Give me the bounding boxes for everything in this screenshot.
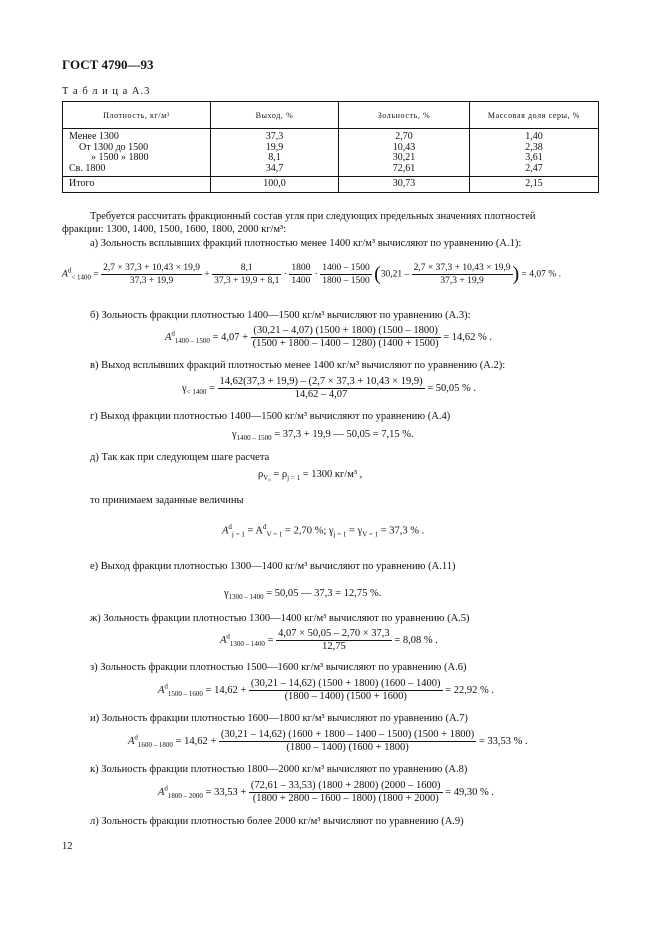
yield-value: 19,9 [265,141,284,153]
formula-g: $\gamma_{1400 - 1500} = 37,3 + 19,9$ — 50,05 = 7,15 %. [232,429,414,443]
table-total-row [63,177,599,193]
formula-d2: $A^d_{j = 1} = A^d_{V = 1} = 2,70$ %; $\gamma_{j = 1} = \gamma_{V = 1} = 37,3$ % . [222,523,425,539]
yield-cell [211,129,339,177]
col-header-yield: Выход, % [211,102,339,129]
ash-value: 10,43 [392,141,416,153]
step-b-text: б) Зольность фракции плотностью 1400—1500 кг/м³ вычисляют по уравнению (А.3): [90,310,471,321]
intro-line-2: фракции: 1300, 1400, 1500, 1600, 1800, 2000 кг/м³: [62,224,287,235]
intro-line-1: Требуется рассчитать фракционный состав угля при следующих предельных значениях плотностей [90,211,536,222]
yield-value: 34,7 [265,162,284,174]
ash-value: 30,21 [392,152,416,163]
sulfur-value: 2,47 [525,162,543,174]
ash-cell [339,129,470,177]
total-yield: 100,0 [211,177,339,193]
yield-value: 8,1 [268,152,281,163]
col-header-ash: Зольность, % [339,102,470,129]
density-label: От 1300 до 1500 [79,141,149,153]
step-i-text: и) Зольность фракции плотностью 1600—1800 кг/м³ вычисляют по уравнению (А.7) [90,713,468,724]
table-body-row [63,129,599,177]
formula-i: $A^d_{1600 - 1800} = 14,62$ + $\frac{(30,21 - 14,62) (1600 + 1800 - 1400 - 1500) (1500 + 1800)}{(1800 - 1400) (1600 + 1800)}$ = 33,53 % . [128,729,528,753]
formula-a-paren: 30,21 – [380,269,410,280]
formula-v: $\gamma_{< 1400}$ = $\frac{14,62(37,3 + 19,9) - (2,7 \times 37,3 + 10,43 \times 19,9)}{14,62 - 4,07}$ = 50,05 % . [182,376,476,400]
total-label: Итого [63,177,211,193]
total-sulfur: 2,15 [470,177,599,193]
formula-b: $A^d_{1400 - 1500} = 4,07$ + $\frac{(30,21 - 4,07) (1500 + 1800) (1500 - 1800)}{(1500 + 1800 - 1400 - 1280) (1400 + 1500)}$ = 14,62 % . [165,325,493,349]
sulfur-value: 1,40 [525,131,543,142]
step-z-text: з) Зольность фракции плотностью 1500—1600 кг/м³ вычисляют по уравнению (А.6) [90,662,467,673]
step-d-text: д) Так как при следующем шаге расчета [90,452,270,463]
formula-k: $A^d_{1800 - 2000} = 33,53$ + $\frac{(72,61 - 33,53) (1800 + 2800) (2000 - 1600)}{(1800 + 2800 - 1600 - 1800) (1800 + 2000)}$ = 49,30 % . [158,780,494,804]
formula-zh: $A^d_{1300 - 1400}$ = $\frac{4,07 \times 50,05 - 2,70 \times 37,3}{12,75}$ = 8,08 % . [220,628,438,652]
density-label: Менее 1300 [69,131,119,142]
density-label: » 1500 » 1800 [91,152,149,163]
formula-a-sup: d [67,266,72,275]
sulfur-cell [470,129,599,177]
col-header-density: Плотность, кг/м³ [63,102,211,129]
data-table [62,101,599,193]
formula-a-lhs: A [62,269,68,280]
formula-a-frac4: $\frac{1400 - 1500}{1800 - 1500}$ [322,263,370,286]
step-e-text: е) Выход фракции плотностью 1300—1400 кг/м³ вычисляют по уравнению (А.11) [90,561,456,572]
formula-d1: $\rho_{V_0} = \rho_{j = 1} = 1300$ кг/м³ , [258,469,363,483]
density-cell [63,129,211,177]
sulfur-value: 3,61 [525,152,543,163]
ash-value: 72,61 [392,162,416,174]
col-header-sulfur: Массовая доля серы, % [470,102,599,129]
formula-a-result: = 4,07 % . [521,269,561,280]
document-header: ГОСТ 4790—93 [62,57,154,72]
step-l-text: л) Зольность фракции плотностью более 2000 кг/м³ вычисляют по уравнению (А.9) [90,816,464,827]
table-header-row [63,102,599,129]
step-k-text: к) Зольность фракции плотностью 1800—2000 кг/м³ вычисляют по уравнению (А.8) [90,764,468,775]
formula-a-frac1: $\frac{2,7 \times 37,3 + 10,43 \times 19,9}{37,3 + 19,9}$ [103,263,200,286]
step-zh-text: ж) Зольность фракции плотностью 1300—1400 кг/м³ вычисляют по уравнению (А.5) [90,613,470,624]
step-v-text: в) Выход всплывших фракций плотностью менее 1400 кг/м³ вычисляют по уравнению (А.2): [90,360,506,371]
yield-value: 37,3 [265,131,284,142]
step-d-then: то принимаем заданные величины [90,495,244,506]
formula-a-frac5: $\frac{2,7 \times 37,3 + 10,43 \times 19,9}{37,3 + 19,9}$ [413,263,511,286]
density-label: Св. 1800 [69,162,106,174]
total-ash: 30,73 [339,177,470,193]
formula-a: $A^d_{< 1400}$ = $\frac{2,7 \times 37,3 + 10,43 \times 19,9}{37,3 + 19,9}$ + $\frac{8,1}{37,3 + 19,9 + 8,1}$ · $\frac{1800}{1400}$ · $\frac{1400 - 1500}{1800 - 1500}$ (30,21 – $\frac{2,7 \times 37,3 + 10,43 \times 19,9}{37,3 + 19,9}$ ) = 4,07 % . [62,263,561,286]
formula-a-frac3: $\frac{1800}{1400}$ [291,263,311,286]
step-g-text: г) Выход фракции плотностью 1400—1500 кг/м³ вычисляют по уравнению (А.4) [90,411,451,422]
formula-e: $\gamma_{1300 - 1400} = 50,05$ — 37,3 = 12,75 %. [224,588,382,602]
page-number: 12 [62,841,73,852]
formula-a-sub: < 1400 [71,273,92,282]
step-a-text: а) Зольность всплывших фракций плотностью менее 1400 кг/м³ вычисляют по уравнению (А.1): [90,238,522,249]
sulfur-value: 2,38 [525,141,543,153]
formula-a-frac2: $\frac{8,1}{37,3 + 19,9 + 8,1}$ [214,263,280,286]
formula-z: $A^d_{1500 - 1600} = 14,62$ + $\frac{(30,21 - 14,62) (1500 + 1800) (1600 - 1400)}{(1800 - 1400) (1500 + 1600)}$ = 22,92 % . [158,678,494,702]
ash-value: 2,70 [395,131,413,142]
table-caption: Т а б л и ц а А.3 [62,86,151,97]
